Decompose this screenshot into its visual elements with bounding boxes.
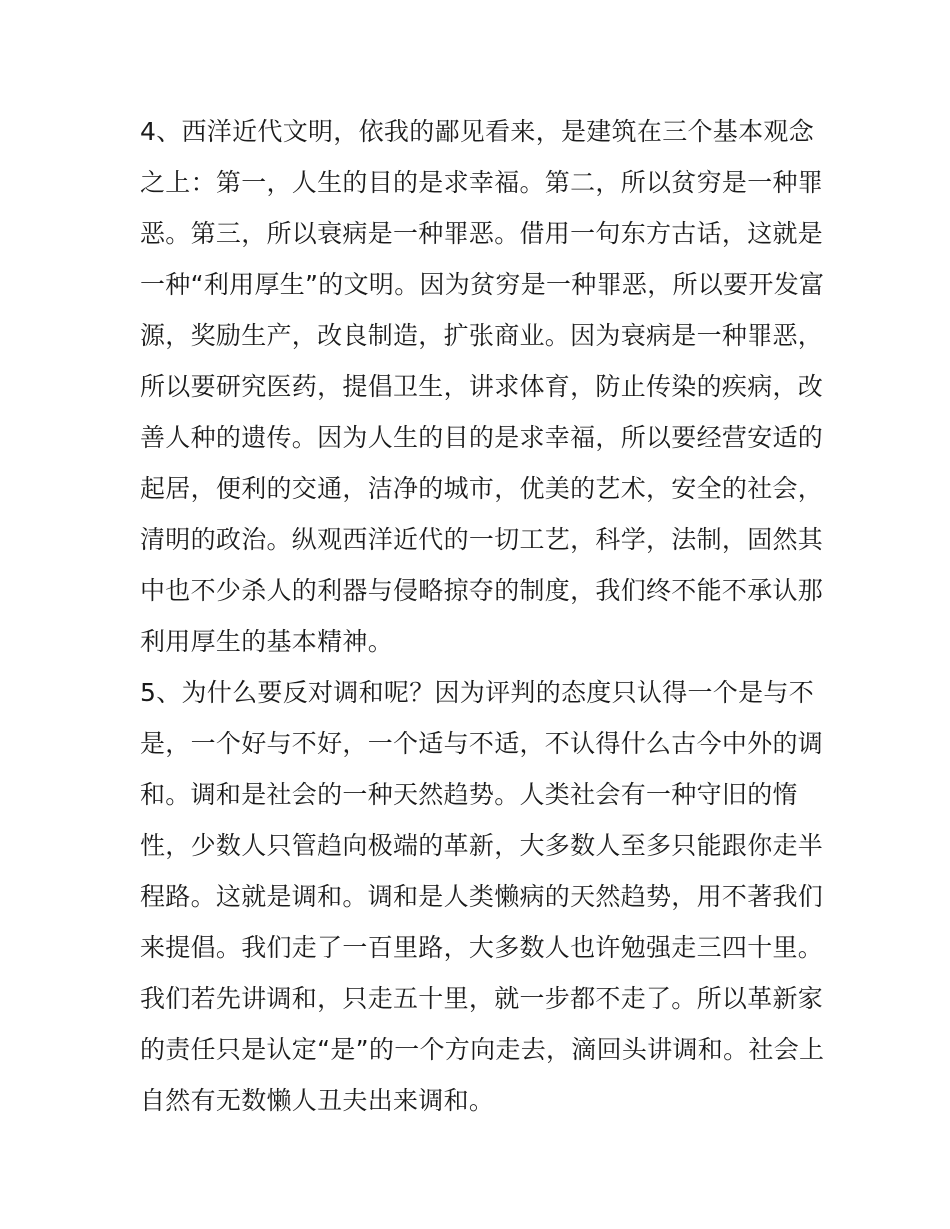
text-line: 自然有无数懒人丑夫出来调和。 (140, 1086, 495, 1115)
text-line: 程路。这就是调和。调和是人类懒病的天然趋势，用不著我们 (140, 882, 824, 911)
text-line: 5、为什么要反对调和呢？因为评判的态度只认得一个是与不 (140, 678, 815, 707)
text-line: 之上：第一，人生的目的是求幸福。第二，所以贫穷是一种罪 (140, 168, 824, 197)
text-line: 善人种的遗传。因为人生的目的是求幸福，所以要经营安适的 (140, 423, 824, 452)
text-line: 来提倡。我们走了一百里路，大多数人也许勉强走三四十里。 (140, 933, 824, 962)
text-line: 性，少数人只管趋向极端的革新，大多数人至多只能跟你走半 (140, 831, 824, 860)
text-line: 和。调和是社会的一种天然趋势。人类社会有一种守旧的惰 (140, 780, 798, 809)
text-line: 恶。第三，所以衰病是一种罪恶。借用一句东方古话，这就是 (140, 219, 824, 248)
text-line: 所以要研究医药，提倡卫生，讲求体育，防止传染的疾病，改 (140, 372, 824, 401)
text-line: 我们若先讲调和，只走五十里，就一步都不走了。所以革新家 (140, 984, 824, 1013)
text-line: 清明的政治。纵观西洋近代的一切工艺，科学，法制，固然其 (140, 525, 824, 554)
text-line: 中也不少杀人的利器与侵略掠夺的制度，我们终不能不承认那 (140, 576, 824, 605)
document-body (140, 106, 825, 1126)
text-line: 的责任只是认定“是”的一个方向走去，滴回头讲调和。社会上 (140, 1035, 825, 1064)
text-line: 一种“利用厚生”的文明。因为贫穷是一种罪恶，所以要开发富 (140, 270, 825, 299)
paragraph-4 (140, 106, 825, 667)
text-line: 源，奖励生产，改良制造，扩张商业。因为衰病是一种罪恶， (140, 321, 824, 350)
paragraph-5 (140, 667, 825, 1126)
text-line: 是，一个好与不好，一个适与不适，不认得什么古今中外的调 (140, 729, 824, 758)
text-line: 4、西洋近代文明，依我的鄙见看来，是建筑在三个基本观念 (140, 117, 815, 146)
text-line: 利用厚生的基本精神。 (140, 627, 394, 656)
text-line: 起居，便利的交通，洁净的城市，优美的艺术，安全的社会， (140, 474, 824, 503)
